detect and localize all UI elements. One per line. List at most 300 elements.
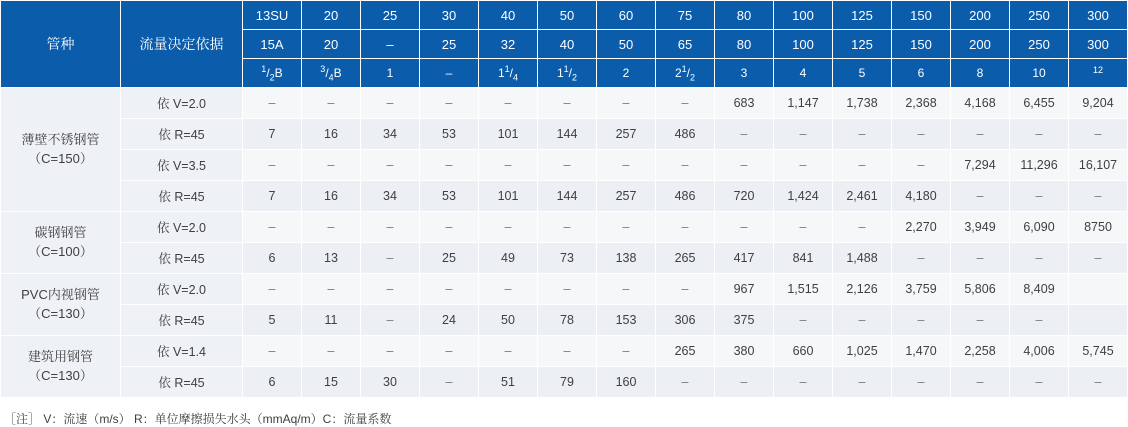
empty-dash: –	[268, 158, 276, 172]
value-cell: 138	[597, 243, 656, 274]
header-size-b-14: 12	[1069, 59, 1128, 88]
value-cell: 5	[243, 305, 302, 336]
value-cell: 34	[361, 119, 420, 150]
value-cell: 2,126	[833, 274, 892, 305]
empty-dash: –	[1035, 127, 1043, 141]
value-cell	[302, 88, 361, 119]
value-cell	[479, 150, 538, 181]
value-cell	[656, 212, 715, 243]
value-cell: 101	[479, 119, 538, 150]
value-cell: 153	[597, 305, 656, 336]
empty-dash: –	[327, 344, 335, 358]
value-cell	[656, 88, 715, 119]
header-size-a-14: 300	[1069, 30, 1128, 59]
value-cell: 11	[302, 305, 361, 336]
header-size-b-0: $^1/_2B$	[243, 59, 302, 88]
value-cell: 6	[243, 243, 302, 274]
value-cell: 1,738	[833, 88, 892, 119]
value-cell	[302, 274, 361, 305]
value-cell	[715, 367, 774, 398]
empty-dash: –	[1035, 189, 1043, 203]
empty-dash: –	[327, 158, 335, 172]
pipe-type-cell	[1, 212, 121, 274]
value-cell: 257	[597, 119, 656, 150]
empty-dash: –	[681, 282, 689, 296]
value-cell	[243, 336, 302, 367]
table-row	[1, 305, 1128, 336]
flow-basis-cell: 依 R=45	[121, 119, 243, 150]
value-cell	[774, 212, 833, 243]
header-size-b-8: 3	[715, 59, 774, 88]
empty-dash: –	[917, 251, 925, 265]
value-cell: 5,745	[1069, 336, 1128, 367]
value-cell: 720	[715, 181, 774, 212]
value-cell	[833, 212, 892, 243]
value-cell	[479, 212, 538, 243]
empty-dash: –	[445, 375, 453, 389]
empty-dash: –	[976, 313, 984, 327]
value-cell	[656, 150, 715, 181]
value-cell	[597, 150, 656, 181]
value-cell	[774, 119, 833, 150]
empty-dash: –	[386, 96, 394, 110]
value-cell	[538, 150, 597, 181]
value-cell	[361, 88, 420, 119]
value-cell: 265	[656, 336, 715, 367]
value-cell: 79	[538, 367, 597, 398]
empty-dash: –	[681, 220, 689, 234]
value-cell	[243, 212, 302, 243]
table-row	[1, 88, 1128, 119]
empty-dash: –	[268, 220, 276, 234]
header-size-b-7: $2^1/_2$	[656, 59, 715, 88]
empty-dash: –	[917, 375, 925, 389]
value-cell: 1,147	[774, 88, 833, 119]
value-cell: 417	[715, 243, 774, 274]
empty-dash: –	[563, 96, 571, 110]
pipe-type-cell	[1, 88, 121, 212]
value-cell: 2,258	[951, 336, 1010, 367]
value-cell	[951, 119, 1010, 150]
empty-dash: –	[858, 220, 866, 234]
value-cell: 486	[656, 181, 715, 212]
value-cell: 257	[597, 181, 656, 212]
value-cell: 6,090	[1010, 212, 1069, 243]
header-size-b-11: 6	[892, 59, 951, 88]
header-size-b-1: $^3/_4B$	[302, 59, 361, 88]
header-size-a-9: 100	[774, 30, 833, 59]
header-size-a-2: –	[361, 30, 420, 59]
empty-dash: –	[1094, 127, 1102, 141]
header-size-su-8: 80	[715, 1, 774, 30]
value-cell	[1069, 119, 1128, 150]
flow-basis-cell: 依 V=1.4	[121, 336, 243, 367]
empty-dash: –	[563, 158, 571, 172]
empty-dash: –	[976, 189, 984, 203]
value-cell: 144	[538, 181, 597, 212]
empty-dash: –	[386, 282, 394, 296]
empty-dash: –	[799, 375, 807, 389]
empty-dash: –	[740, 220, 748, 234]
empty-dash: –	[976, 251, 984, 265]
empty-dash: –	[386, 251, 394, 265]
pipe-type-coefficient: （C=130）	[28, 305, 93, 321]
value-cell: 486	[656, 119, 715, 150]
value-cell	[361, 305, 420, 336]
value-cell	[361, 274, 420, 305]
value-cell: 1,424	[774, 181, 833, 212]
empty-dash: –	[976, 375, 984, 389]
value-cell	[833, 119, 892, 150]
empty-dash: –	[799, 313, 807, 327]
value-cell	[361, 150, 420, 181]
header-size-a-8: 80	[715, 30, 774, 59]
value-cell	[951, 367, 1010, 398]
pipe-type-cell	[1, 274, 121, 336]
empty-dash: –	[563, 220, 571, 234]
value-cell	[361, 243, 420, 274]
value-cell: 11,296	[1010, 150, 1069, 181]
value-cell: 53	[420, 181, 479, 212]
value-cell: 306	[656, 305, 715, 336]
value-cell	[656, 367, 715, 398]
header-size-b-6: 2	[597, 59, 656, 88]
value-cell	[892, 243, 951, 274]
header-flow-basis: 流量决定依据	[121, 1, 243, 88]
empty-dash: –	[740, 127, 748, 141]
empty-dash: –	[327, 96, 335, 110]
value-cell: 51	[479, 367, 538, 398]
empty-dash: –	[563, 344, 571, 358]
empty-dash: –	[622, 220, 630, 234]
value-cell	[715, 119, 774, 150]
empty-dash: –	[445, 344, 453, 358]
value-cell: 1,025	[833, 336, 892, 367]
empty-dash: –	[386, 344, 394, 358]
pipe-type-name: 建筑用钢管	[27, 348, 93, 364]
value-cell	[420, 367, 479, 398]
table-row	[1, 367, 1128, 398]
flow-basis-cell: 依 R=45	[121, 243, 243, 274]
pipe-type-name: 薄壁不锈钢管	[21, 131, 100, 147]
header-size-b-4: $1^1/_4$	[479, 59, 538, 88]
header-size-su-9: 100	[774, 1, 833, 30]
header-pipe-type: 管种	[1, 1, 121, 88]
value-cell	[1010, 181, 1069, 212]
header-size-a-6: 50	[597, 30, 656, 59]
header-size-su-11: 150	[892, 1, 951, 30]
empty-dash: –	[1035, 313, 1043, 327]
empty-dash: –	[1094, 251, 1102, 265]
value-cell: 24	[420, 305, 479, 336]
empty-dash: –	[622, 158, 630, 172]
value-cell: 16	[302, 119, 361, 150]
value-cell	[479, 88, 538, 119]
value-cell: 375	[715, 305, 774, 336]
value-cell: 9,204	[1069, 88, 1128, 119]
table-header	[1, 1, 1128, 88]
value-cell: 49	[479, 243, 538, 274]
value-cell	[1069, 274, 1128, 305]
pipe-type-coefficient: （C=130）	[28, 367, 93, 383]
value-cell	[243, 150, 302, 181]
value-cell	[538, 212, 597, 243]
header-size-su-6: 60	[597, 1, 656, 30]
value-cell	[1069, 305, 1128, 336]
empty-dash: –	[858, 375, 866, 389]
value-cell	[361, 212, 420, 243]
header-size-su-3: 30	[420, 1, 479, 30]
empty-dash: –	[681, 158, 689, 172]
value-cell	[243, 274, 302, 305]
value-cell	[1010, 243, 1069, 274]
value-cell: 660	[774, 336, 833, 367]
value-cell: 6	[243, 367, 302, 398]
value-cell	[243, 88, 302, 119]
value-cell	[833, 305, 892, 336]
empty-dash: –	[622, 282, 630, 296]
value-cell	[892, 150, 951, 181]
value-cell: 265	[656, 243, 715, 274]
empty-dash: –	[1094, 189, 1102, 203]
empty-dash: –	[504, 158, 512, 172]
header-size-b-10: 5	[833, 59, 892, 88]
value-cell: 101	[479, 181, 538, 212]
value-cell: 2,461	[833, 181, 892, 212]
value-cell	[833, 367, 892, 398]
value-cell	[1010, 305, 1069, 336]
value-cell	[538, 336, 597, 367]
flow-basis-cell: 依 R=45	[121, 367, 243, 398]
value-cell: 4,180	[892, 181, 951, 212]
empty-dash: –	[504, 282, 512, 296]
value-cell: 2,270	[892, 212, 951, 243]
empty-dash: –	[740, 158, 748, 172]
value-cell: 380	[715, 336, 774, 367]
value-cell: 16,107	[1069, 150, 1128, 181]
value-cell: 7	[243, 181, 302, 212]
value-cell: 8750	[1069, 212, 1128, 243]
value-cell: 30	[361, 367, 420, 398]
header-size-b-5: $1^1/_2$	[538, 59, 597, 88]
header-size-a-11: 150	[892, 30, 951, 59]
value-cell	[774, 305, 833, 336]
value-cell	[951, 181, 1010, 212]
value-cell	[1010, 367, 1069, 398]
header-size-su-2: 25	[361, 1, 420, 30]
pipe-type-coefficient: （C=150）	[28, 150, 93, 166]
value-cell: 4,006	[1010, 336, 1069, 367]
empty-dash: –	[445, 96, 453, 110]
header-size-a-5: 40	[538, 30, 597, 59]
table-row	[1, 243, 1128, 274]
value-cell	[774, 367, 833, 398]
value-cell: 1,470	[892, 336, 951, 367]
empty-dash: –	[445, 220, 453, 234]
header-size-a-13: 250	[1010, 30, 1069, 59]
value-cell	[656, 274, 715, 305]
empty-dash: –	[386, 220, 394, 234]
value-cell: 5,806	[951, 274, 1010, 305]
empty-dash: –	[445, 158, 453, 172]
value-cell: 683	[715, 88, 774, 119]
header-size-su-4: 40	[479, 1, 538, 30]
header-size-b-12: 8	[951, 59, 1010, 88]
empty-dash: –	[268, 344, 276, 358]
empty-dash: –	[504, 220, 512, 234]
table-row	[1, 119, 1128, 150]
empty-dash: –	[386, 158, 394, 172]
header-size-b-3: –	[420, 59, 479, 88]
empty-dash: –	[386, 313, 394, 327]
flow-basis-cell: 依 R=45	[121, 305, 243, 336]
pipe-type-name: 碳钢钢管	[34, 224, 87, 240]
value-cell: 8,409	[1010, 274, 1069, 305]
header-size-su-10: 125	[833, 1, 892, 30]
empty-dash: –	[858, 158, 866, 172]
empty-dash: –	[799, 220, 807, 234]
header-size-a-0: 15A	[243, 30, 302, 59]
value-cell	[833, 150, 892, 181]
table-row	[1, 212, 1128, 243]
value-cell: 15	[302, 367, 361, 398]
value-cell: 73	[538, 243, 597, 274]
empty-dash: –	[681, 96, 689, 110]
value-cell	[951, 243, 1010, 274]
header-size-su-13: 250	[1010, 1, 1069, 30]
value-cell	[951, 305, 1010, 336]
value-cell: 1,515	[774, 274, 833, 305]
empty-dash: –	[917, 158, 925, 172]
value-cell: 3,759	[892, 274, 951, 305]
header-size-su-14: 300	[1069, 1, 1128, 30]
value-cell	[538, 274, 597, 305]
empty-dash: –	[327, 282, 335, 296]
header-size-su-1: 20	[302, 1, 361, 30]
value-cell: 50	[479, 305, 538, 336]
value-cell	[597, 212, 656, 243]
value-cell	[892, 367, 951, 398]
empty-dash: –	[445, 282, 453, 296]
value-cell	[302, 212, 361, 243]
empty-dash: –	[799, 127, 807, 141]
value-cell: 34	[361, 181, 420, 212]
value-cell: 841	[774, 243, 833, 274]
empty-dash: –	[268, 282, 276, 296]
value-cell: 4,168	[951, 88, 1010, 119]
empty-dash: –	[740, 375, 748, 389]
value-cell	[361, 336, 420, 367]
value-cell: 78	[538, 305, 597, 336]
header-size-a-12: 200	[951, 30, 1010, 59]
pipe-type-cell	[1, 336, 121, 398]
value-cell	[715, 150, 774, 181]
header-size-su-12: 200	[951, 1, 1010, 30]
empty-dash: –	[858, 127, 866, 141]
value-cell	[1069, 181, 1128, 212]
value-cell	[774, 150, 833, 181]
pipe-type-name: PVC内视钢管	[21, 286, 100, 302]
value-cell: 967	[715, 274, 774, 305]
table-row	[1, 336, 1128, 367]
value-cell: 6,455	[1010, 88, 1069, 119]
flow-basis-cell: 依 R=45	[121, 181, 243, 212]
empty-dash: –	[504, 344, 512, 358]
value-cell	[420, 336, 479, 367]
value-cell: 53	[420, 119, 479, 150]
pipe-type-coefficient: （C=100）	[28, 243, 93, 259]
table-row	[1, 181, 1128, 212]
value-cell: 13	[302, 243, 361, 274]
header-row-size-1	[1, 1, 1128, 30]
header-size-a-1: 20	[302, 30, 361, 59]
value-cell	[538, 88, 597, 119]
table-row	[1, 150, 1128, 181]
empty-dash: –	[327, 220, 335, 234]
empty-dash: –	[563, 282, 571, 296]
value-cell: 144	[538, 119, 597, 150]
value-cell	[479, 336, 538, 367]
header-size-a-10: 125	[833, 30, 892, 59]
value-cell	[302, 336, 361, 367]
header-size-b-13: 10	[1010, 59, 1069, 88]
flow-basis-cell: 依 V=2.0	[121, 274, 243, 305]
value-cell	[892, 305, 951, 336]
empty-dash: –	[622, 344, 630, 358]
header-size-a-4: 32	[479, 30, 538, 59]
flow-basis-cell: 依 V=2.0	[121, 212, 243, 243]
header-size-su-5: 50	[538, 1, 597, 30]
value-cell	[420, 274, 479, 305]
empty-dash: –	[681, 375, 689, 389]
value-cell: 2,368	[892, 88, 951, 119]
value-cell	[1069, 243, 1128, 274]
value-cell: 1,488	[833, 243, 892, 274]
value-cell	[420, 212, 479, 243]
value-cell	[1069, 367, 1128, 398]
header-size-b-9: 4	[774, 59, 833, 88]
table-note: ［注］ V：流速（m/s） R：单位摩擦损失水头（mmAq/m）C：流量系数	[4, 412, 392, 426]
empty-dash: –	[917, 127, 925, 141]
value-cell	[420, 88, 479, 119]
value-cell	[420, 150, 479, 181]
empty-dash: –	[1094, 375, 1102, 389]
empty-dash: –	[799, 158, 807, 172]
empty-dash: –	[1035, 375, 1043, 389]
value-cell: 160	[597, 367, 656, 398]
value-cell	[892, 119, 951, 150]
header-size-su-0: 13SU	[243, 1, 302, 30]
value-cell	[597, 274, 656, 305]
value-cell	[479, 274, 538, 305]
value-cell	[597, 336, 656, 367]
table-row	[1, 274, 1128, 305]
empty-dash: –	[504, 96, 512, 110]
flow-basis-cell: 依 V=3.5	[121, 150, 243, 181]
value-cell	[1010, 119, 1069, 150]
empty-dash: –	[976, 127, 984, 141]
flow-basis-cell: 依 V=2.0	[121, 88, 243, 119]
value-cell: 16	[302, 181, 361, 212]
table-body	[1, 88, 1128, 398]
value-cell	[715, 212, 774, 243]
value-cell	[597, 88, 656, 119]
empty-dash: –	[858, 313, 866, 327]
empty-dash: –	[622, 96, 630, 110]
header-size-a-7: 65	[656, 30, 715, 59]
header-size-b-2: 1	[361, 59, 420, 88]
empty-dash: –	[268, 96, 276, 110]
